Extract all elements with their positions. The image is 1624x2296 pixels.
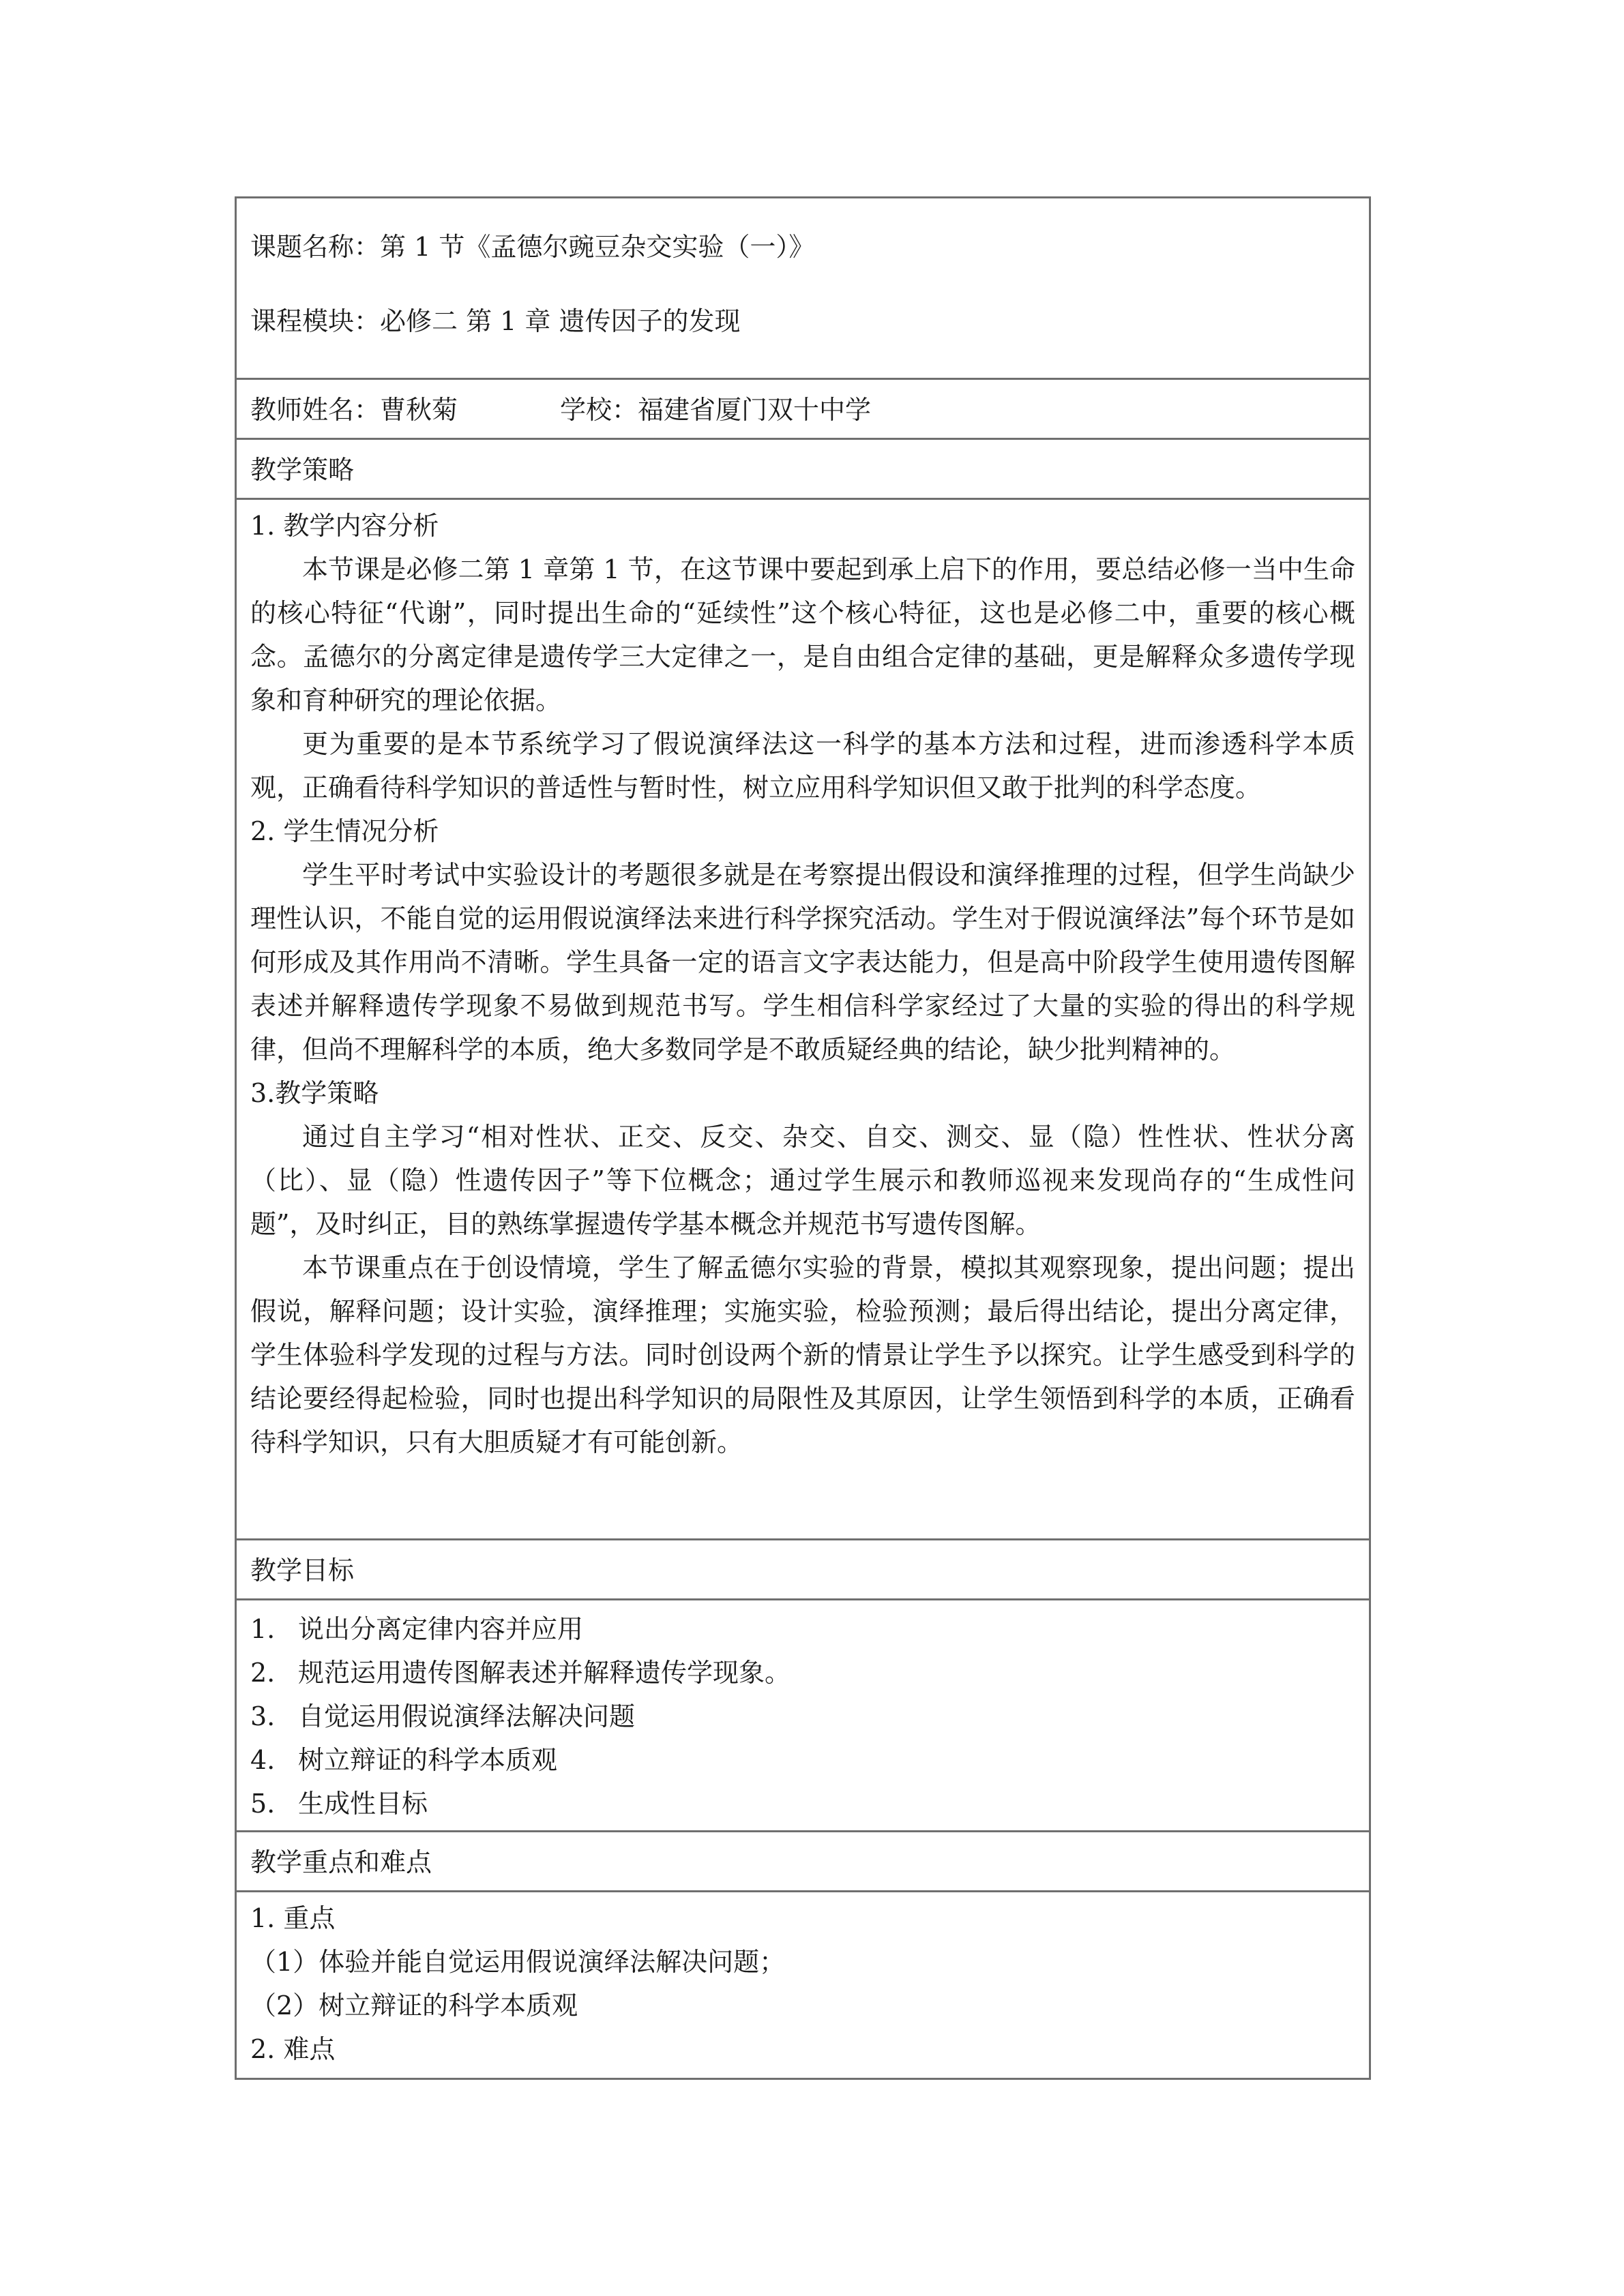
goal-item <box>250 1738 1355 1782</box>
goal-number: 2. <box>250 1658 276 1688</box>
strategy-header: 教学策略 <box>237 438 1369 498</box>
goal-number: 3. <box>250 1701 276 1731</box>
teacher-info-cell <box>237 378 1369 438</box>
goals-header: 教学目标 <box>237 1538 1369 1598</box>
focus-item: （2）树立辩证的科学本质观 <box>250 1991 578 2021</box>
goal-number: 5. <box>250 1789 276 1819</box>
paragraph: 通过自主学习“相对性状、正交、反交、杂交、自交、测交、显（隐）性性状、性状分离（比）、显（隐）性遗传因子”等下位概念；通过学生展示和教师巡视来发现尚存的“生成性问题”，及时纠正，目的熟练掌握遗传学基本概念并规范书写遗传图解。 <box>250 1122 1355 1239</box>
goal-text: 规范运用遗传图解表述并解释遗传学现象。 <box>298 1658 791 1688</box>
strategy-content <box>237 498 1369 1538</box>
difficulty-heading: 2. 难点 <box>250 2034 336 2064</box>
course-module: 课程模块：必修二 第 1 章 遗传因子的发现 <box>250 306 741 336</box>
goal-number: 1. <box>250 1614 276 1644</box>
paragraph: 更为重要的是本节系统学习了假说演绎法这一科学的基本方法和过程，进而渗透科学本质观，正确看待科学知识的普适性与暂时性，树立应用科学知识但又敢于批判的科学态度。 <box>250 729 1355 803</box>
goal-item <box>250 1651 1355 1695</box>
paragraph: 本节课是必修二第 1 章第 1 节，在这节课中要起到承上启下的作用，要总结必修一当中生命的核心特征“代谢”，同时提出生命的“延续性”这个核心特征，这也是必修二中，重要的核心概念。孟德尔的分离定律是遗传学三大定律之一，是自由组合定律的基础，更是解释众多遗传学现象和育种研究的理论依据。 <box>250 554 1355 715</box>
course-info-cell <box>237 198 1369 378</box>
course-title: 课题名称：第 1 节《孟德尔豌豆杂交实验（一）》 <box>250 232 815 262</box>
goal-text: 自觉运用假说演绎法解决问题 <box>298 1701 636 1731</box>
lesson-plan-table <box>235 196 1371 2080</box>
focus-heading: 1. 重点 <box>250 1903 336 1933</box>
section-heading-student-analysis: 2. 学生情况分析 <box>250 816 439 846</box>
teacher-name: 教师姓名：曹秋菊 <box>250 395 458 425</box>
goals-content <box>237 1598 1369 1830</box>
goal-number: 4. <box>250 1745 276 1775</box>
keypoints-header: 教学重点和难点 <box>237 1830 1369 1890</box>
goal-item <box>250 1607 1355 1651</box>
paragraph: 学生平时考试中实验设计的考题很多就是在考察提出假设和演绎推理的过程，但学生尚缺少理性认识，不能自觉的运用假说演绎法来进行科学探究活动。学生对于假说演绎法”每个环节是如何形成及其作用尚不清晰。学生具备一定的语言文字表达能力，但是高中阶段学生使用遗传图解表述并解释遗传学现象不易做到规范书写。学生相信科学家经过了大量的实验的得出的科学规律，但尚不理解科学的本质，绝大多数同学是不敢质疑经典的结论，缺少批判精神的。 <box>250 860 1355 1064</box>
goal-text: 生成性目标 <box>298 1789 428 1819</box>
goal-text: 说出分离定律内容并应用 <box>298 1614 584 1644</box>
goal-item <box>250 1695 1355 1738</box>
goal-item <box>250 1782 1355 1825</box>
section-heading-teaching-strategy: 3.教学策略 <box>250 1078 379 1108</box>
goal-text: 树立辩证的科学本质观 <box>298 1745 558 1775</box>
focus-item: （1）体验并能自觉运用假说演绎法解决问题； <box>250 1947 786 1977</box>
section-heading-content-analysis: 1. 教学内容分析 <box>250 511 439 541</box>
paragraph: 本节课重点在于创设情境，学生了解孟德尔实验的背景，模拟其观察现象，提出问题；提出假说，解释问题；设计实验，演绎推理；实施实验，检验预测；最后得出结论，提出分离定律，学生体验科学发现的过程与方法。同时创设两个新的情景让学生予以探究。让学生感受到科学的结论要经得起检验，同时也提出科学知识的局限性及其原因，让学生领悟到科学的本质，正确看待科学知识，只有大胆质疑才有可能创新。 <box>250 1253 1355 1457</box>
school-name: 学校：福建省厦门双十中学 <box>560 395 872 425</box>
keypoints-content <box>237 1890 1369 2078</box>
